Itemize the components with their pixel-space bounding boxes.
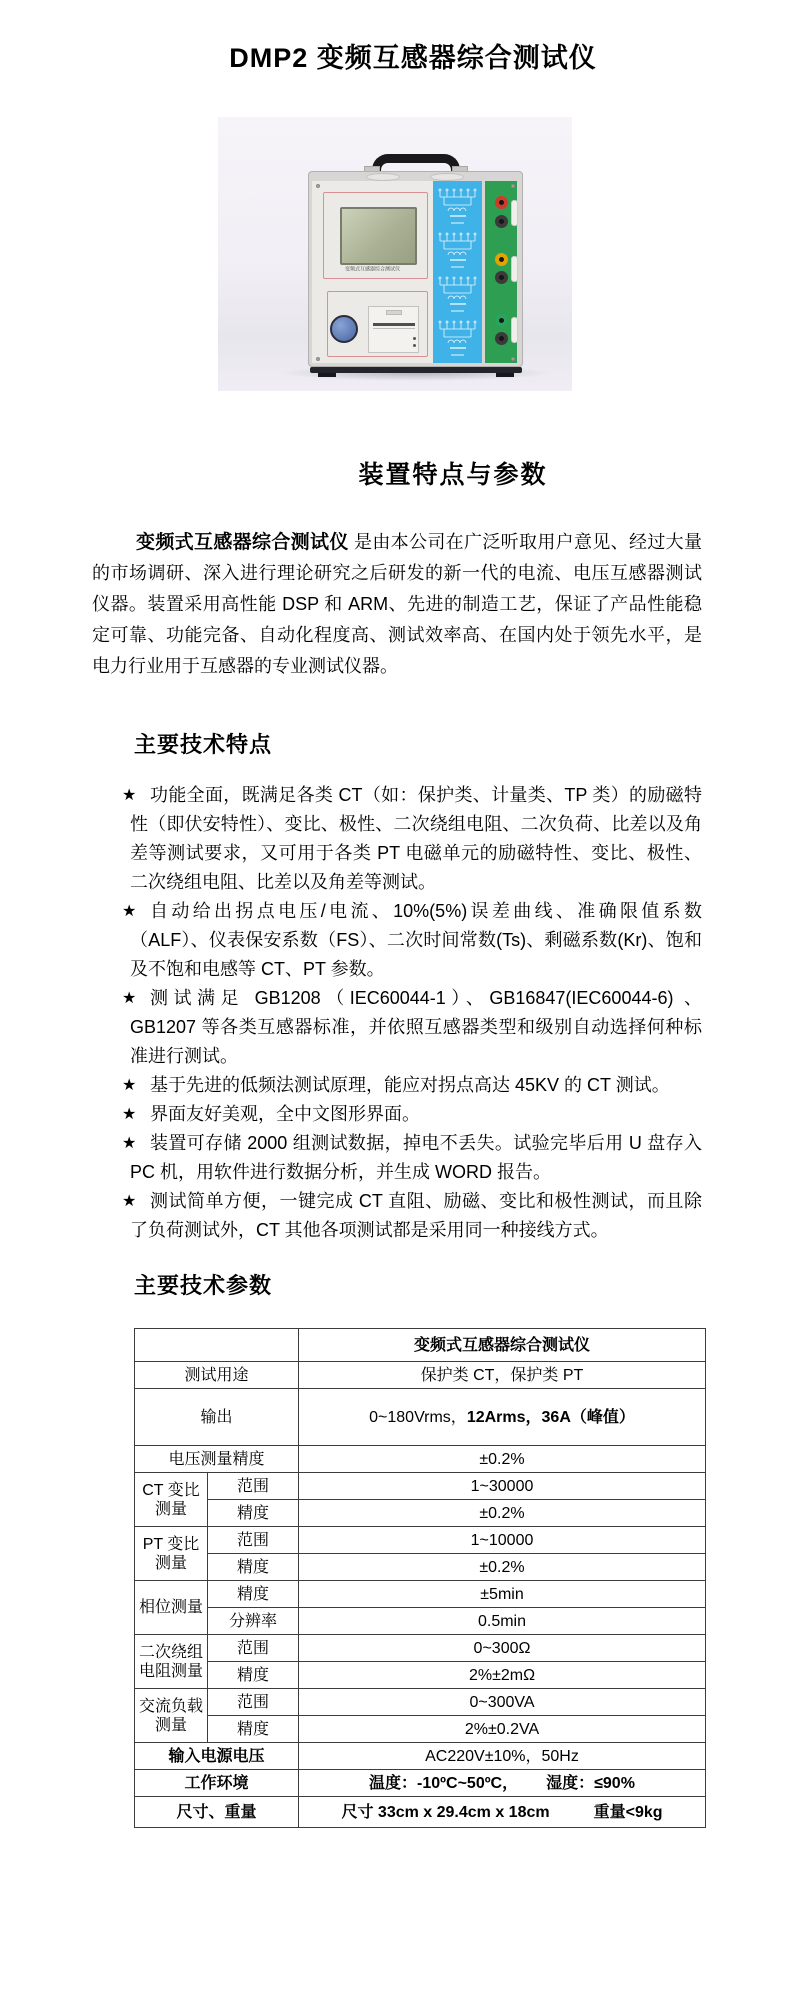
table-row: [135, 1608, 706, 1635]
table-row: [135, 1389, 706, 1446]
group-label: 交流负载测量: [135, 1689, 208, 1743]
feature-item: [92, 781, 702, 897]
row-label: 测试用途: [135, 1362, 299, 1389]
table-row: [135, 1635, 706, 1662]
printer-slot: [373, 323, 415, 326]
row-value: 0~300Ω: [299, 1635, 706, 1662]
size-dimensions: 尺寸 33cm x 29.4cm x 18cm: [341, 1803, 550, 1821]
feature-item: [92, 1071, 702, 1100]
row-value: ±5min: [299, 1581, 706, 1608]
star-bullet-icon: ★: [122, 903, 137, 920]
intro-paragraph: [92, 527, 702, 682]
table-row: [135, 1797, 706, 1828]
feature-text: 功能全面，既满足各类 CT（如：保护类、计量类、TP 类）的励磁特性（即伏安特性）、变比、极性、二次绕组电阻、二次负荷、比差以及角差等测试要求，又可用于各类 PT 电磁单元的励磁特性、变比、极性、二次绕组电阻、比差以及角差等测试。: [130, 785, 702, 892]
feature-text: 自动给出拐点电压/电流、10%(5%)误差曲线、准确限值系数（ALF）、仪表保安系数（FS）、二次时间常数(Ts)、剩磁系数(Kr)、饱和及不饱和电感等 CT、PT 参数。: [130, 901, 702, 979]
row-value: 2%±0.2VA: [299, 1716, 706, 1743]
group-label: PT 变比测量: [135, 1527, 208, 1581]
lcd-screen: [340, 207, 417, 265]
terminal-label-tag: [511, 317, 518, 343]
terminal-black: [495, 332, 508, 345]
feature-item: [92, 1129, 702, 1187]
top-recess-right: [430, 173, 464, 181]
row-label: 输出: [135, 1389, 299, 1446]
empty-header-cell: [135, 1329, 299, 1362]
output-value-bold: 12Arms，36A（峰值）: [466, 1408, 635, 1426]
intro-lead-bold: 变频式互感器综合测试仪: [136, 532, 349, 553]
row-value: ±0.2%: [299, 1500, 706, 1527]
env-humidity: 湿度：≤90%: [546, 1774, 635, 1792]
terminal-label-tag: [511, 256, 518, 282]
section-heading: 装置特点与参数: [358, 461, 548, 489]
screw: [316, 184, 320, 188]
table-row: [135, 1500, 706, 1527]
top-recess-left: [366, 173, 400, 181]
table-row: [135, 1527, 706, 1554]
row-value: 1~30000: [299, 1473, 706, 1500]
device-base: [310, 367, 522, 373]
row-label: 电压测量精度: [135, 1446, 299, 1473]
row-value: [299, 1389, 706, 1446]
screw: [316, 357, 320, 361]
table-row: [135, 1662, 706, 1689]
screw: [511, 184, 515, 188]
row-value: [299, 1797, 706, 1828]
sub-label: 精度: [208, 1554, 299, 1581]
env-temp: 温度：-10ºC~50ºC，: [369, 1774, 519, 1792]
feature-item: [92, 1100, 702, 1129]
terminal-red: [495, 196, 508, 209]
feature-text: 测试简单方便，一键完成 CT 直阻、励磁、变比和极性测试，而且除了负荷测试外，CT 其他各项测试都是采用同一种接线方式。: [130, 1191, 702, 1240]
table-row: [135, 1362, 706, 1389]
row-value: AC220V±10%，50Hz: [299, 1743, 706, 1770]
sub-label: 范围: [208, 1473, 299, 1500]
table-row: [135, 1581, 706, 1608]
terminal-black: [495, 271, 508, 284]
specs-table: [134, 1328, 706, 1828]
feature-text: 装置可存储 2000 组测试数据，掉电不丢失。试验完毕后用 U 盘存入 PC 机，用软件进行数据分析，并生成 WORD 报告。: [130, 1133, 702, 1182]
feature-item: [92, 1187, 702, 1245]
table-row: [135, 1554, 706, 1581]
sub-label: 精度: [208, 1662, 299, 1689]
group-label: CT 变比测量: [135, 1473, 208, 1527]
specs-heading: 主要技术参数: [134, 1273, 273, 1298]
product-photo: [218, 117, 572, 391]
table-row: [135, 1743, 706, 1770]
round-connector: [330, 315, 358, 343]
star-bullet-icon: ★: [122, 1193, 137, 1210]
sub-label: 精度: [208, 1500, 299, 1527]
device-front-label: 变频式互感器综合测试仪: [345, 266, 400, 272]
row-value: 0.5min: [299, 1608, 706, 1635]
group-label: 二次绕组电阻测量: [135, 1635, 208, 1689]
product-column-header: 变频式互感器综合测试仪: [299, 1329, 706, 1362]
row-value: 2%±2mΩ: [299, 1662, 706, 1689]
star-bullet-icon: ★: [122, 787, 137, 804]
printer-led: [413, 337, 416, 340]
row-label: 工作环境: [135, 1770, 299, 1797]
sub-label: 分辨率: [208, 1608, 299, 1635]
table-row: [135, 1716, 706, 1743]
row-value: 0~300VA: [299, 1689, 706, 1716]
row-value: [299, 1770, 706, 1797]
intro-text: 是由本公司在广泛听取用户意见、经过大量的市场调研、深入进行理论研究之后研发的新一代的电流、电压互感器测试仪器。装置采用高性能 DSP 和 ARM、先进的制造工艺，保证了产品性能稳定可靠、功能完备、自动化程度高、测试效率高、在国内处于领先水平，是电力行业用于互感器的专业测试仪器。: [92, 532, 702, 676]
device-foot: [496, 373, 514, 377]
size-weight: 重量<9kg: [593, 1803, 663, 1821]
printer-tag: [386, 310, 402, 315]
printer-slot-line: [373, 328, 415, 329]
device-foot: [318, 373, 336, 377]
table-row: [135, 1770, 706, 1797]
table-row: [135, 1329, 706, 1362]
row-label: 尺寸、重量: [135, 1797, 299, 1828]
star-bullet-icon: ★: [122, 990, 137, 1007]
sub-label: 精度: [208, 1581, 299, 1608]
star-bullet-icon: ★: [122, 1106, 137, 1123]
printer-unit: [368, 306, 419, 353]
sub-label: 精度: [208, 1716, 299, 1743]
row-value: ±0.2%: [299, 1446, 706, 1473]
table-row: [135, 1446, 706, 1473]
sub-label: 范围: [208, 1689, 299, 1716]
row-label: 输入电源电压: [135, 1743, 299, 1770]
star-bullet-icon: ★: [122, 1077, 137, 1094]
feature-item: [92, 984, 702, 1071]
output-value-normal: 0~180Vrms，: [369, 1408, 467, 1426]
printer-led: [413, 344, 416, 347]
star-bullet-icon: ★: [122, 1135, 137, 1152]
feature-text: 界面友好美观，全中文图形界面。: [150, 1104, 420, 1124]
sub-label: 范围: [208, 1635, 299, 1662]
terminal-black: [495, 215, 508, 228]
row-value: 保护类 CT，保护类 PT: [299, 1362, 706, 1389]
feature-text: 测试满足 GB1208（IEC60044-1）、GB16847(IEC60044-6) 、GB1207 等各类互感器标准，并依照互感器类型和级别自动选择何种标准进行测试。: [130, 988, 702, 1066]
feature-item: [92, 897, 702, 984]
terminal-yellow: [495, 253, 508, 266]
table-row: [135, 1473, 706, 1500]
row-value: ±0.2%: [299, 1554, 706, 1581]
sub-label: 范围: [208, 1527, 299, 1554]
wiring-diagram-icons: [434, 183, 481, 361]
features-heading: 主要技术特点: [134, 732, 273, 757]
terminal-label-tag: [511, 200, 518, 226]
screw: [511, 357, 515, 361]
row-value: 1~10000: [299, 1527, 706, 1554]
feature-text: 基于先进的低频法测试原理，能应对拐点高达 45KV 的 CT 测试。: [150, 1075, 670, 1095]
group-label: 相位测量: [135, 1581, 208, 1635]
features-list: [92, 781, 702, 1245]
terminal-green: [495, 314, 508, 327]
table-row: [135, 1689, 706, 1716]
page-title: DMP2 变频互感器综合测试仪: [229, 43, 597, 73]
